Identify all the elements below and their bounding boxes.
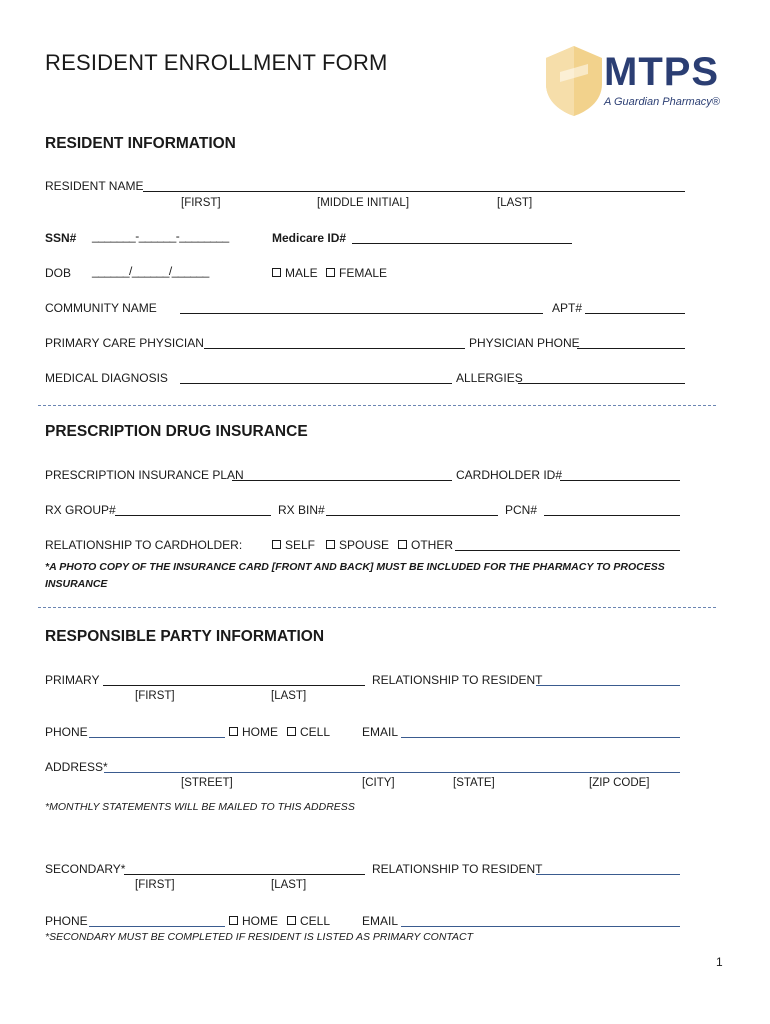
spouse-label: SPOUSE: [339, 538, 390, 552]
female-label: FEMALE: [339, 266, 388, 280]
secondary-cell-option[interactable]: [287, 914, 330, 928]
resident-name-last-caption: [LAST]: [497, 197, 533, 209]
primary-name-field[interactable]: [103, 673, 365, 686]
spouse-checkbox[interactable]: [326, 540, 335, 549]
primary-email-field[interactable]: [401, 725, 680, 738]
relationship-cardholder-label: RELATIONSHIP TO CARDHOLDER:: [45, 538, 243, 552]
insurance-plan-label: PRESCRIPTION INSURANCE PLAN: [45, 468, 244, 482]
primary-cell-option[interactable]: [287, 725, 330, 739]
section-insurance-heading: PRESCRIPTION DRUG INSURANCE: [45, 423, 308, 440]
primary-last-caption: [LAST]: [271, 690, 307, 702]
rx-group-field[interactable]: [115, 503, 271, 516]
insurance-plan-field[interactable]: [232, 468, 452, 481]
secondary-phone-field[interactable]: [89, 914, 225, 927]
secondary-email-label: EMAIL: [362, 914, 399, 928]
spouse-option[interactable]: [326, 538, 389, 552]
primary-relationship-field[interactable]: [536, 673, 680, 686]
monthly-statement-note: *MONTHLY STATEMENTS WILL BE MAILED TO THIS ADDRESS: [45, 801, 355, 813]
section-resident-heading: RESIDENT INFORMATION: [45, 135, 236, 152]
primary-cell-label: CELL: [300, 725, 331, 739]
secondary-phone-label: PHONE: [45, 914, 88, 928]
secondary-name-field[interactable]: [124, 862, 365, 875]
allergies-label: ALLERGIES: [456, 371, 523, 385]
male-checkbox[interactable]: [272, 268, 281, 277]
secondary-cell-checkbox[interactable]: [287, 916, 296, 925]
female-checkbox[interactable]: [326, 268, 335, 277]
secondary-home-option[interactable]: [229, 914, 278, 928]
secondary-relationship-field[interactable]: [536, 862, 680, 875]
diagnosis-label: MEDICAL DIAGNOSIS: [45, 371, 168, 385]
logo-text: MTPS: [604, 50, 720, 94]
dob-field[interactable]: ______/______/______: [92, 264, 209, 278]
apt-label: APT#: [552, 301, 583, 315]
secondary-last-caption: [LAST]: [271, 879, 307, 891]
secondary-home-label: HOME: [242, 914, 278, 928]
insurance-card-note-cont: INSURANCE: [45, 578, 108, 590]
cardholder-id-label: CARDHOLDER ID#: [456, 468, 563, 482]
primary-cell-checkbox[interactable]: [287, 727, 296, 736]
primary-relationship-label: RELATIONSHIP TO RESIDENT: [372, 673, 543, 687]
ssn-field[interactable]: _______-______-________: [92, 229, 229, 243]
primary-home-option[interactable]: [229, 725, 278, 739]
secondary-note: *SECONDARY MUST BE COMPLETED IF RESIDENT IS LISTED AS PRIMARY CONTACT: [45, 931, 474, 943]
physician-phone-field[interactable]: [577, 336, 685, 349]
diagnosis-field[interactable]: [180, 371, 452, 384]
section-responsible-heading: RESPONSIBLE PARTY INFORMATION: [45, 628, 325, 645]
page-number: 1: [716, 955, 723, 969]
secondary-label: SECONDARY*: [45, 862, 126, 876]
other-relationship-field[interactable]: [455, 538, 680, 551]
address-state-caption: [STATE]: [453, 777, 495, 789]
secondary-first-caption: [FIRST]: [135, 879, 175, 891]
resident-name-label: RESIDENT NAME: [45, 179, 144, 193]
resident-name-field[interactable]: [143, 179, 685, 192]
dob-label: DOB: [45, 266, 72, 280]
physician-phone-label: PHYSICIAN PHONE: [469, 336, 580, 350]
apt-field[interactable]: [585, 301, 685, 314]
primary-phone-field[interactable]: [89, 725, 225, 738]
pcn-label: PCN#: [505, 503, 538, 517]
address-zip-caption: [ZIP CODE]: [589, 777, 650, 789]
resident-name-middle-caption: [MIDDLE INITIAL]: [317, 197, 410, 209]
secondary-email-field[interactable]: [401, 914, 680, 927]
shield-icon: [540, 44, 604, 118]
ssn-label: SSN#: [45, 231, 77, 245]
pcp-label: PRIMARY CARE PHYSICIAN: [45, 336, 204, 350]
primary-label: PRIMARY: [45, 673, 100, 687]
male-label: MALE: [285, 266, 318, 280]
primary-first-caption: [FIRST]: [135, 690, 175, 702]
section-divider: [38, 607, 716, 608]
company-logo: [540, 44, 730, 120]
self-checkbox[interactable]: [272, 540, 281, 549]
other-option[interactable]: [398, 538, 453, 552]
primary-home-label: HOME: [242, 725, 278, 739]
section-divider: [38, 405, 716, 406]
secondary-cell-label: CELL: [300, 914, 331, 928]
rx-bin-label: RX BIN#: [278, 503, 325, 517]
other-checkbox[interactable]: [398, 540, 407, 549]
rx-bin-field[interactable]: [326, 503, 498, 516]
self-label: SELF: [285, 538, 316, 552]
other-label: OTHER: [411, 538, 453, 552]
rx-group-label: RX GROUP#: [45, 503, 116, 517]
address-city-caption: [CITY]: [362, 777, 395, 789]
self-option[interactable]: [272, 538, 315, 552]
resident-name-first-caption: [FIRST]: [181, 197, 221, 209]
primary-home-checkbox[interactable]: [229, 727, 238, 736]
medicare-field[interactable]: [352, 231, 572, 244]
community-label: COMMUNITY NAME: [45, 301, 157, 315]
allergies-field[interactable]: [518, 371, 685, 384]
pcp-field[interactable]: [204, 336, 465, 349]
logo-tagline: A Guardian Pharmacy®: [604, 96, 720, 108]
insurance-card-note: *A PHOTO COPY OF THE INSURANCE CARD [FRONT AND BACK] MUST BE INCLUDED FOR THE PHARMACY TO PROCESS: [45, 561, 665, 573]
primary-phone-label: PHONE: [45, 725, 88, 739]
form-title: RESIDENT ENROLLMENT FORM: [45, 50, 388, 75]
female-option[interactable]: [326, 266, 387, 280]
cardholder-id-field[interactable]: [560, 468, 680, 481]
secondary-home-checkbox[interactable]: [229, 916, 238, 925]
community-field[interactable]: [180, 301, 543, 314]
medicare-label: Medicare ID#: [272, 231, 347, 245]
address-label: ADDRESS*: [45, 760, 108, 774]
secondary-relationship-label: RELATIONSHIP TO RESIDENT: [372, 862, 543, 876]
male-option[interactable]: [272, 266, 318, 280]
pcn-field[interactable]: [544, 503, 680, 516]
address-street-caption: [STREET]: [181, 777, 233, 789]
primary-email-label: EMAIL: [362, 725, 399, 739]
address-field[interactable]: [104, 760, 680, 773]
